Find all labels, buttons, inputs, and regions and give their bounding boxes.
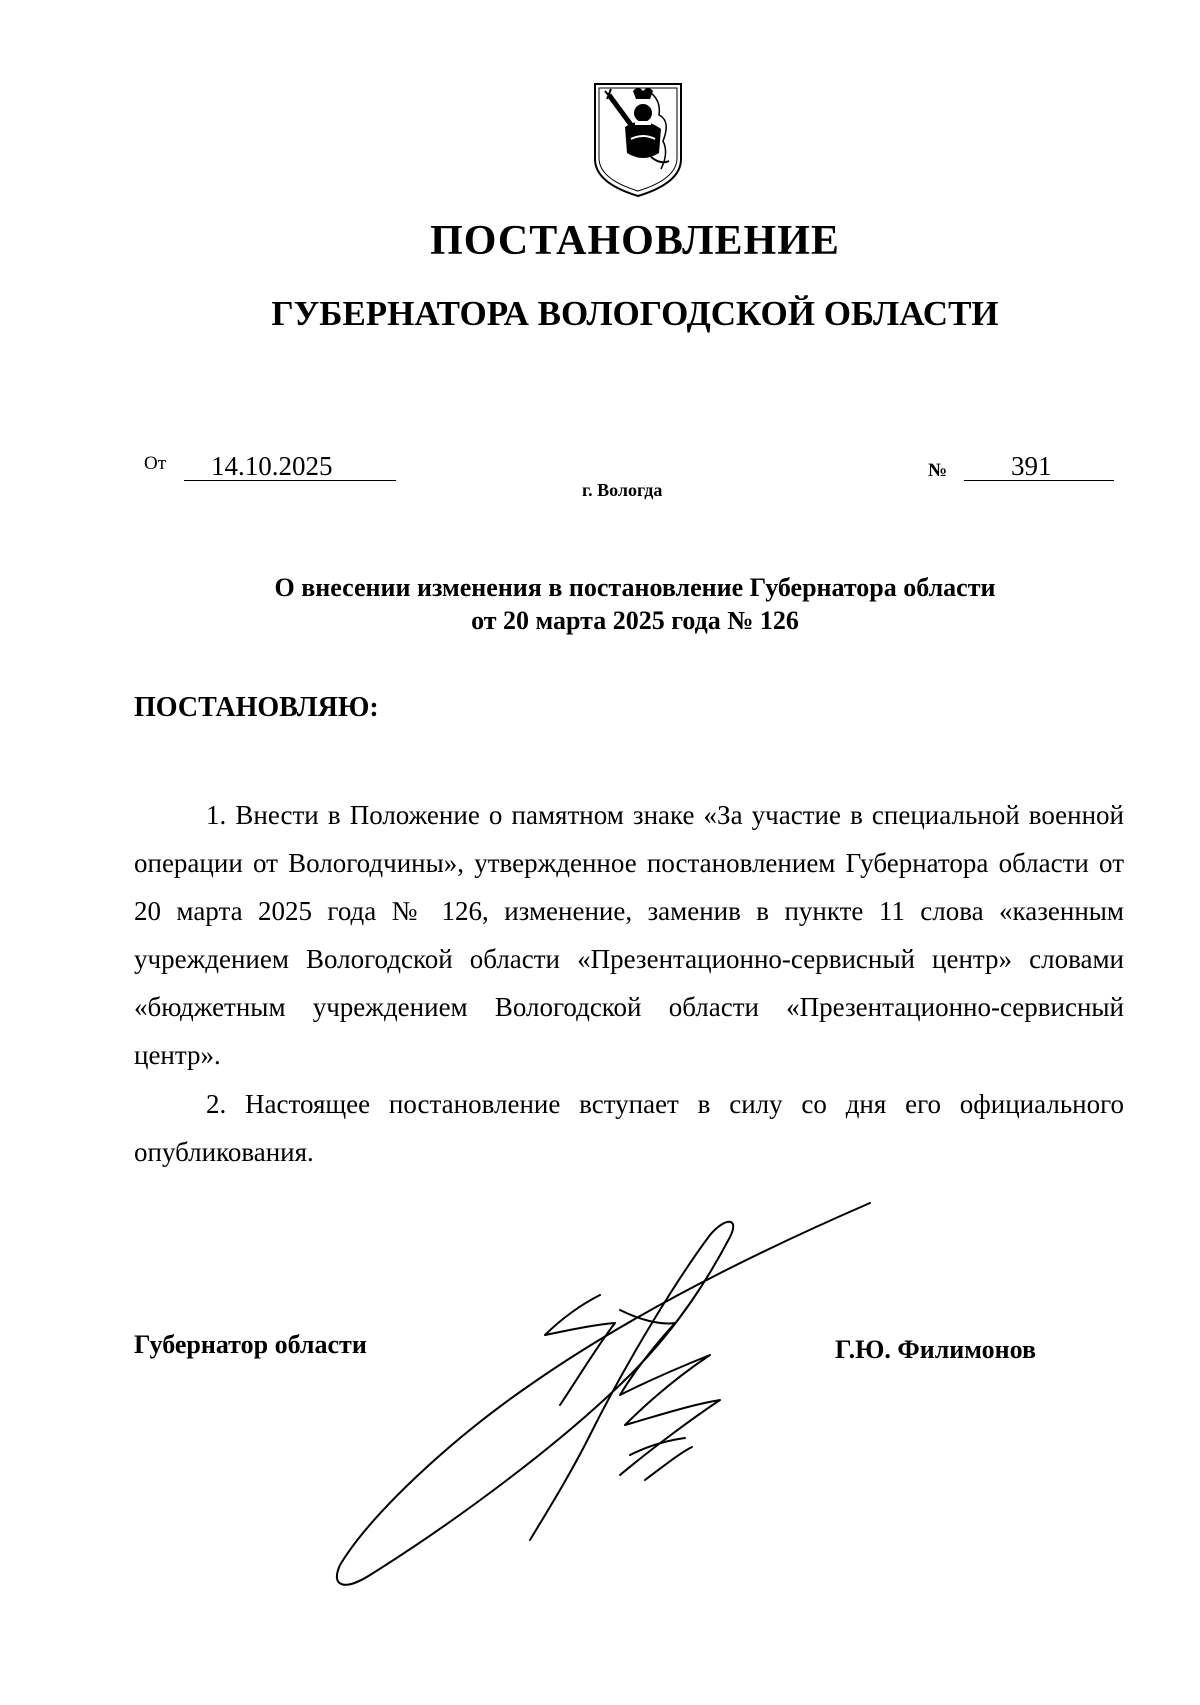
paragraph: 1. Внести в Положение о памятном знаке «За участие в специальной военной операции от Вологодчины», утвержденное постановлением Губернатора области от 20 марта 2025 года № 126, изменение, заменив в пункте 11 слова «казенным учреждением Вологодской области «Презентационно-сервисный центр» словами «бюджетным учреждением Вологодской области «Презентационно-сервисный центр». bbox=[134, 800, 1124, 1070]
signatory-name: Г.Ю. Филимонов bbox=[835, 1335, 1037, 1364]
signatory-title: Губернатор области bbox=[134, 1330, 367, 1359]
document-issuer: ГУБЕРНАТОРА ВОЛОГОДСКОЙ ОБЛАСТИ bbox=[271, 294, 999, 333]
subject-line: О внесении изменения в постановление Губернатора области bbox=[274, 573, 996, 602]
paragraph: 2. Настоящее постановление вступает в силу со дня его официального опубликования. bbox=[134, 1089, 1124, 1167]
date-label: От bbox=[144, 453, 167, 474]
handwritten-signature bbox=[330, 1195, 890, 1595]
decree-heading: ПОСТАНОВЛЯЮ: bbox=[134, 692, 379, 723]
coat-of-arms-icon bbox=[591, 81, 685, 199]
document-subject bbox=[0, 571, 1200, 637]
number-label: № bbox=[928, 460, 948, 481]
document-number: 391 bbox=[964, 452, 1114, 481]
subject-line: от 20 марта 2025 года № 126 bbox=[471, 606, 799, 635]
document-city: г. Вологда bbox=[582, 480, 663, 500]
document-body bbox=[134, 791, 1124, 1176]
document-date: 14.10.2025 bbox=[184, 452, 396, 481]
document-title: ПОСТАНОВЛЕНИЕ bbox=[430, 218, 840, 264]
